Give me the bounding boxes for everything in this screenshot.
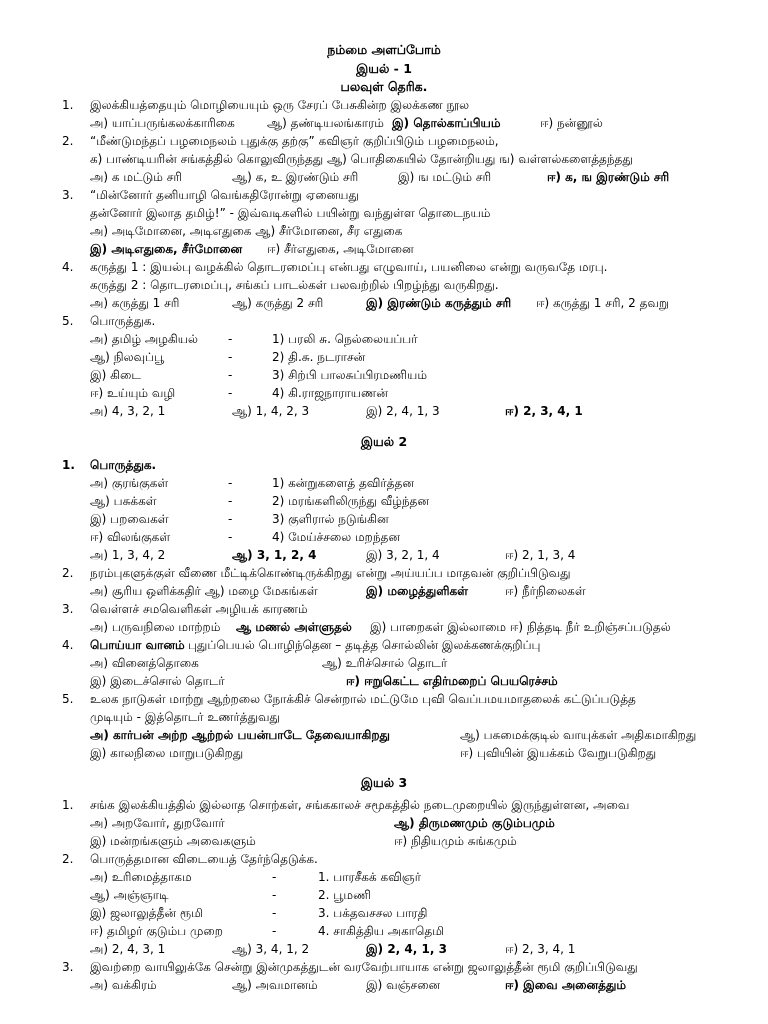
option-d: ஈ) சீர்எதுகை, அடிமோனை — [267, 242, 414, 256]
question-text: பொருத்தமான விடையைத் தேர்ந்தெடுக்க. — [90, 852, 318, 866]
question-text: நரம்புகளுக்குள் வீணை மீட்டிக்கொண்டிருக்கிறது என்று அய்யப்ப மாதவன் குறிப்பிடுவது — [90, 566, 571, 580]
question-text: “மின்னோர் தனியாழி வெங்கதிரோன்று ஏனையது — [90, 188, 359, 202]
option-d-answer: ஈ) இவை அனைத்தும் — [505, 978, 627, 992]
question-number: 3. — [62, 602, 74, 616]
option-c-answer: இ) மழைத்துளிகள் — [366, 584, 468, 598]
match-right: 3. பக்தவசசல பாரதி — [318, 906, 428, 920]
match-right: 3) குளிரால் நடுங்கின — [272, 512, 389, 526]
match-dash: - — [228, 530, 233, 544]
match-dash: - — [228, 476, 233, 490]
match-right: 1) கன்றுகளைத் தவிர்த்தன — [272, 476, 414, 490]
option-b-answer: ஆ மணல் அள்ளுதல் — [236, 620, 352, 634]
option-a: அ) வினைத்தொகை — [90, 656, 199, 670]
option-d: ஈ) நன்னூல் — [540, 116, 603, 130]
match-dash: - — [228, 494, 233, 508]
option-c-d: இ) பாறைகள் இல்லாமை ஈ) நித்தடி நீர் உறிஞ்சப்படுதல் — [370, 620, 671, 634]
option-a: அ) 2, 4, 3, 1 — [90, 942, 166, 956]
option-b: ஆ) 1, 4, 2, 3 — [232, 404, 310, 418]
option-d: ஈ) கருத்து 1 சரி, 2 தவறு — [536, 296, 669, 310]
question-text: இலக்கியத்தையும் மொழியையும் ஒரு சேரப் பேசுகின்ற இலக்கண நூல — [90, 98, 470, 112]
option-b-answer: ஆ) 3, 1, 2, 4 — [232, 548, 317, 562]
option-a: அ) பருவநிலை மாற்றம் — [90, 620, 221, 634]
option-c: இ) 3, 2, 1, 4 — [366, 548, 440, 562]
option-a-b: அ) சூரிய ஒளிக்கதிர் ஆ) மழை மேகங்கள் — [90, 584, 318, 598]
match-left: ஈ) விலங்குகள் — [90, 530, 171, 544]
match-dash: - — [272, 906, 277, 920]
question-text: பொருத்துக. — [90, 314, 156, 328]
option-b: ஆ) 3, 4, 1, 2 — [232, 942, 310, 956]
unit-3-heading: இயல் 3 — [360, 775, 408, 790]
match-right: 2) தி.சு. நடராசன் — [272, 350, 366, 364]
question-number: 4. — [62, 260, 74, 274]
option-b: ஆ) அவமானம் — [232, 978, 318, 992]
question-number: 3. — [62, 960, 74, 974]
question-number: 5. — [62, 692, 74, 706]
match-left: இ) ஜலாலுத்தீன் ரூமி — [90, 906, 203, 920]
option-c-answer: இ) அடிஎதுகை, சீர்மோனை — [90, 242, 243, 256]
option-c-answer: இ) இரண்டும் கருத்தும் சரி — [366, 296, 512, 310]
question-text: வெள்ளச் சமவெளிகள் அழியக் காரணம் — [90, 602, 308, 616]
match-right: 1. பாரசீகக் கவிஞர் — [318, 870, 421, 884]
option-d-answer: ஈ) ஈறுகெட்ட எதிர்மறைப் பெயரெச்சம் — [346, 674, 558, 688]
document-title: நம்மை அளப்போம் — [327, 42, 441, 57]
match-dash: - — [272, 924, 277, 938]
match-right: 2. பூமணி — [318, 888, 371, 902]
option-a: அ) அறவோர், துறவோர் — [90, 816, 225, 830]
option-c-answer: இ) தொல்காப்பியம் — [392, 116, 501, 130]
question-text-cont: தன்னோர் இலாத தமிழ்!” - இவ்வடிகளில் பயின்று வந்துள்ள தொடைநயம் — [90, 206, 491, 220]
option-a: அ) கருத்து 1 சரி — [90, 296, 180, 310]
match-right: 2) மரங்களிலிருந்து வீழ்ந்தன — [272, 494, 429, 508]
option-b: ஆ) பசுமைக்குடில் வாயுக்கள் அதிகமாகிறது — [460, 728, 697, 742]
question-number: 2. — [62, 852, 74, 866]
statement-1: கருத்து 1 : இயல்பு வழக்கில் தொடரமைப்பு என்பது எழுவாய், பயனிலை என்று வருவதே மரபு. — [90, 260, 608, 274]
question-text: சங்க இலக்கியத்தில் இல்லாத சொற்கள், சங்ககாலச் சமூகத்தில் நடைமுறையில் இருந்துள்ளன, அவை — [90, 798, 630, 812]
question-number: 4. — [62, 638, 74, 652]
option-a: அ) யாப்பருங்கலக்காரிகை — [90, 116, 235, 130]
question-number: 1. — [62, 798, 74, 812]
option-a: அ) 1, 3, 4, 2 — [90, 548, 166, 562]
question-text: இவற்றை வாயிலுக்கே சென்று இன்முகத்துடன் வரவேற்பாயாக என்று ஜலாலுத்தீன் ரூமி குறிப்பிடுவது — [90, 960, 638, 974]
question-text: உலக நாடுகள் மாற்று ஆற்றலை நோக்கிச் சென்றால் மட்டுமே புவி வெப்பமயமாதலைக் கட்டுப்படுத்த — [90, 692, 636, 706]
question-number: 2. — [62, 566, 74, 580]
option-c: இ) 2, 4, 1, 3 — [366, 404, 440, 418]
statement-2: கருத்து 2 : தொடரமைப்பு, சங்கப் பாடல்கள் பலவற்றில் பிறழ்ந்து வருகிறது. — [90, 278, 499, 292]
match-left: அ) தமிழ் அழகியல் — [90, 332, 199, 346]
unit-1-heading: இயல் - 1 — [356, 61, 412, 76]
option-a: அ) வக்கிரம் — [90, 978, 157, 992]
question-text: புதுப்பெயல் பொழிந்தென – தடித்த சொல்லின் இலக்கணக்குறிப்பு — [188, 638, 541, 652]
option-c-answer: இ) 2, 4, 1, 3 — [366, 942, 447, 956]
option-b: ஆ) உரிச்சொல் தொடர் — [322, 656, 448, 670]
unit-2-heading: இயல் 2 — [360, 434, 408, 449]
match-left: ஆ) நிலவுப்பூ — [90, 350, 165, 364]
match-left: ஈ) தமிழர் குடும்ப முறை — [90, 924, 223, 938]
question-text: “மீண்டுமந்தப் பழமைநலம் புதுக்கு தற்கு” கவிஞர் குறிப்பிடும் பழமைநலம், — [90, 134, 499, 148]
match-right: 4) மேய்ச்சலை மறந்தன — [272, 530, 400, 544]
option-b-answer: ஆ) திருமணமும் குடும்பமும் — [394, 816, 555, 830]
match-dash: - — [272, 870, 277, 884]
match-dash: - — [228, 512, 233, 526]
option-c: இ) இடைச்சொல் தொடர் — [90, 674, 225, 688]
match-dash: - — [228, 332, 233, 346]
match-right: 4) கி.ராஜநாராயணன் — [272, 386, 388, 400]
match-right: 4. சாகித்திய அகாதெமி — [318, 924, 445, 938]
match-dash: - — [228, 350, 233, 364]
question-bold-phrase: பொய்யா வானம் — [90, 638, 185, 652]
question-number: 1. — [62, 98, 74, 112]
option-a: அ) 4, 3, 2, 1 — [90, 404, 166, 418]
option-c: இ) வஞ்சனை — [366, 978, 441, 992]
option-d: ஈ) புவியின் இயக்கம் வேறுபடுகிறது — [460, 746, 657, 760]
option-b: ஆ) க, உ இரண்டும் சரி — [232, 170, 359, 184]
option-a: அ) க மட்டும் சரி — [90, 170, 182, 184]
match-left: அ) உரிமைத்தாகம — [90, 870, 192, 884]
option-d: ஈ) நிதியமும் சுங்கமும் — [394, 834, 517, 848]
question-number: 2. — [62, 134, 74, 148]
option-d: ஈ) நீர்நிலைகள் — [505, 584, 586, 598]
question-text-cont: முடியும் - இத்தொடர் உணர்த்துவது — [90, 710, 280, 724]
match-dash: - — [228, 386, 233, 400]
match-right: 1) பரலி சு. நெல்லையப்பர் — [272, 332, 418, 346]
option-d: ஈ) 2, 3, 4, 1 — [505, 942, 576, 956]
question-number: 3. — [62, 188, 74, 202]
option-b: ஆ) கருத்து 2 சரி — [232, 296, 324, 310]
match-right: 3) சிற்பி பாலசுப்பிரமணியம் — [272, 368, 427, 382]
match-dash: - — [228, 368, 233, 382]
option-c: இ) மன்றங்களும் அவைகளும் — [90, 834, 256, 848]
match-left: அ) குரங்குகள் — [90, 476, 169, 490]
option-a-b: அ) அடிமோனை, அடிஎதுகை ஆ) சீர்மோனை, சீர எதுகை — [90, 224, 403, 238]
question-number: 5. — [62, 314, 74, 328]
match-left: ஈ) உய்யும் வழி — [90, 386, 176, 400]
match-left: இ) பறவைகள் — [90, 512, 169, 526]
match-left: ஆ) பசுக்கள் — [90, 494, 157, 508]
match-left: ஆ) அஞ்ஞாடி — [90, 888, 169, 902]
match-dash: - — [272, 888, 277, 902]
option-a-answer: அ) கார்பன் அற்ற ஆற்றல் பயன்பாடே தேவையாகிறது — [90, 728, 390, 742]
question-text: பொருத்துக. — [90, 458, 157, 472]
option-d: ஈ) 2, 1, 3, 4 — [505, 548, 576, 562]
question-statements: க) பாண்டியரின் சங்கத்தில் கொலுவிருந்தது ஆ) பொதிகையில் தோன்றியது ங) வள்ளல்களைத்தந்தது — [90, 152, 633, 166]
match-left: இ) கிடை — [90, 368, 141, 382]
option-b: ஆ) தண்டியலங்காரம் — [267, 116, 384, 130]
option-d-answer: ஈ) 2, 3, 4, 1 — [505, 404, 583, 418]
option-d-answer: ஈ) க, ங இரண்டும் சரி — [547, 170, 670, 184]
option-c: இ) ங மட்டும் சரி — [398, 170, 492, 184]
section-heading: பலவுள் தெரிக. — [340, 79, 428, 94]
question-number: 1. — [62, 458, 75, 472]
option-c: இ) காலநிலை மாறுபடுகிறது — [90, 746, 244, 760]
